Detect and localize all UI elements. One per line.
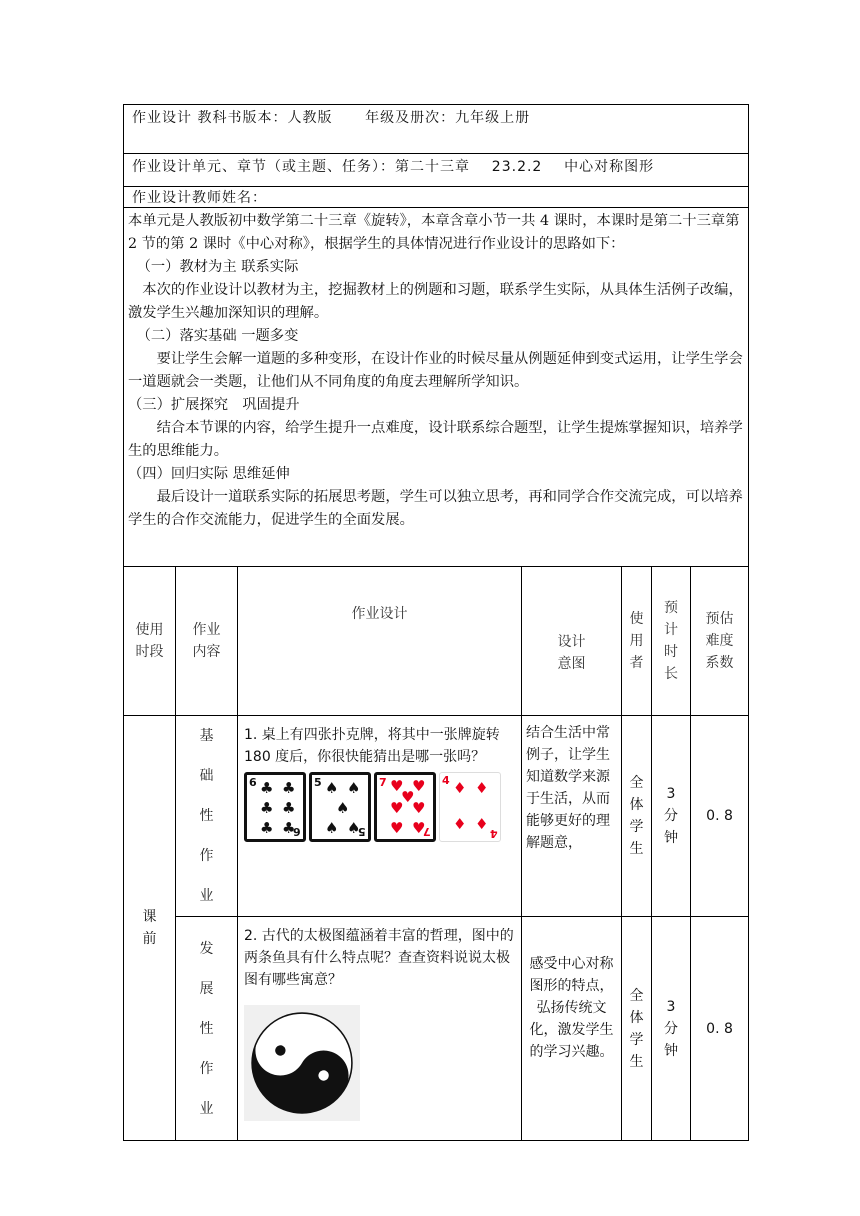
playing-cards [244, 772, 517, 842]
section-4-title: （四）回归实际 思维延伸 [128, 466, 290, 482]
task-2-text: 2. 古代的太极图蕴涵着丰富的哲理，图中的两条鱼具有什么特点呢？查查资料说说太极图有哪些寓意？ [244, 928, 514, 988]
user-2: 全体学生 [622, 917, 652, 1141]
task-1 [238, 716, 522, 917]
homework-design-sheet [123, 104, 748, 1141]
task-2 [238, 917, 522, 1141]
time-2: 3 分钟 [652, 917, 691, 1141]
category-basic: 基础性作业 [176, 716, 238, 917]
col-design: 作业设计 [238, 567, 522, 716]
col-content: 作业内容 [176, 567, 238, 716]
section-3-body: 结合本节课的内容，给学生提升一点难度，设计联系综合题型，让学生提炼掌握知识，培养学生的思维能力。 [128, 420, 743, 459]
section-1-title: （一）教材为主 联系实际 [136, 259, 299, 275]
section-2-body: 要让学生会解一道题的多种变形，在设计作业的时候尽量从例题延伸到变式运用，让学生学会一道题就会一类题，让他们从不同角度的角度去理解所学知识。 [128, 351, 743, 390]
col-difficulty: 预估难度系数 [691, 567, 749, 716]
section-1-body: 本次的作业设计以教材为主，挖掘教材上的例题和习题，联系学生实际，从具体生活例子改编，激发学生兴趣加深知识的理解。 [128, 282, 743, 321]
time-1: 3 分钟 [652, 716, 691, 917]
intro-paragraph: 本单元是人教版初中数学第二十三章《旋转》，本章含章小节一共 4 课时，本课时是第二十三章第 2 节的第 2 课时《中心对称》，根据学生的具体情况进行作业设计的思路如下： [128, 213, 740, 252]
intent-2: 感受中心对称图形的特点，弘扬传统文化，激发学生的学习兴趣。 [522, 917, 622, 1141]
col-user: 使用者 [622, 567, 652, 716]
difficulty-2: 0. 8 [691, 917, 749, 1141]
card-four-of-diamonds: 4 4 ♦ ♦ ♦ ♦ [439, 772, 501, 842]
header-teacher-name: 作业设计教师姓名： [124, 187, 749, 208]
card-five-of-spades: 5 5 ♠ ♠ ♠ ♠ ♠ [309, 772, 371, 842]
user-1: 全体学生 [622, 716, 652, 917]
card-six-of-clubs: 6 6 ♣ ♣ ♣ ♣ ♣ ♣ [244, 772, 306, 842]
task-1-text: 1. 桌上有四张扑克牌，将其中一张牌旋转 180 度后，你很快能猜出是哪一张吗？ [244, 727, 500, 765]
section-2-title: （二）落实基础 一题多变 [136, 328, 299, 344]
category-development: 发展性作业 [176, 917, 238, 1141]
design-table [123, 104, 749, 1141]
col-intent: 设计意图 [522, 567, 622, 716]
header-unit-chapter: 作业设计单元、章节（或主题、任务）：第二十三章 23.2.2 中心对称图形 [124, 154, 749, 187]
section-3-title: （三）扩展探究 巩固提升 [128, 397, 300, 413]
taiji-image [244, 1005, 360, 1121]
card-seven-of-hearts: 7 7 ♥ ♥ ♥ ♥ ♥ ♥ ♥ [374, 772, 436, 842]
col-time: 预计时长 [652, 567, 691, 716]
header-textbook-grade: 作业设计 教科书版本：人教版 年级及册次：九年级上册 [124, 105, 749, 154]
intent-1: 结合生活中常例子，让学生知道数学来源于生活，从而能够更好的理解题意， [522, 716, 622, 917]
difficulty-1: 0. 8 [691, 716, 749, 917]
col-stage: 使用时段 [124, 567, 176, 716]
taiji-icon [250, 1011, 354, 1115]
stage-cell: 课前 [124, 716, 176, 1141]
section-4-body: 最后设计一道联系实际的拓展思考题，学生可以独立思考，再和同学合作交流完成，可以培养学生的合作交流能力，促进学生的全面发展。 [128, 489, 743, 528]
design-intro [124, 208, 749, 567]
